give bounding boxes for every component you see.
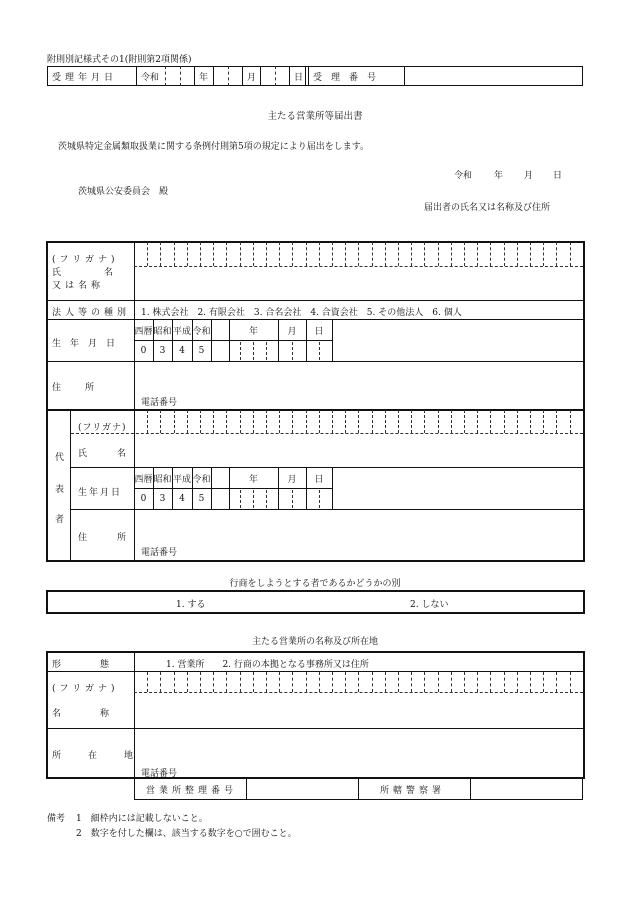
- grid-line: [187, 242, 188, 266]
- grid-line: [424, 410, 425, 433]
- era-code-4: 4: [179, 346, 185, 356]
- grid-line: [504, 672, 505, 692]
- grid-line: [306, 672, 307, 692]
- grid-line: [213, 672, 214, 692]
- applicant-furigana-label: (フリガナ): [52, 255, 119, 265]
- era-seireki: 西暦: [134, 326, 153, 337]
- era-showa: 昭和: [153, 326, 172, 337]
- rep-era-code-4: 4: [179, 494, 185, 504]
- rep-year-header: 年: [248, 474, 258, 485]
- grid-line: [226, 672, 227, 692]
- rep-side-label-1: 代: [55, 453, 65, 463]
- receipt-date-label: 受理年月日: [52, 73, 118, 83]
- grid-line: [358, 242, 359, 266]
- grid-line: [147, 672, 148, 692]
- rep-birth-label: 生年月日: [78, 488, 123, 498]
- grid-line: [543, 410, 544, 433]
- date-month: 月: [524, 171, 534, 181]
- grid-line: [438, 672, 439, 692]
- rep-era-code-0: 0: [140, 494, 147, 504]
- peddling-box: [46, 590, 585, 614]
- grid-line: [160, 410, 161, 433]
- grid-line: [398, 242, 399, 266]
- notes-label: 備考: [47, 814, 66, 824]
- office-furigana-label: (フリガナ): [52, 684, 119, 694]
- year-header: 年: [248, 326, 258, 337]
- applicant-table: [46, 241, 585, 562]
- office-form-label: 形 態: [52, 660, 113, 670]
- rep-side-label-3: 者: [55, 515, 65, 525]
- grid-line: [411, 672, 412, 692]
- grid-line: [213, 242, 214, 266]
- office-title: 主たる営業所の名称及び所在地: [251, 637, 378, 647]
- grid-line: [372, 672, 373, 692]
- grid-line: [345, 410, 346, 433]
- grid-line: [385, 672, 386, 692]
- rep-era-reiwa: 令和: [192, 474, 211, 485]
- grid-line: [504, 410, 505, 433]
- grid-line: [332, 242, 333, 266]
- grid-line: [292, 410, 293, 433]
- rep-name-label: 氏 名: [78, 449, 131, 459]
- receipt-day: 日: [294, 73, 304, 83]
- grid-line: [358, 672, 359, 692]
- grid-line: [147, 410, 148, 433]
- grid-line: [490, 410, 491, 433]
- grid-line: [543, 242, 544, 266]
- grid-line: [174, 242, 175, 266]
- grid-line: [451, 410, 452, 433]
- date-era: 令和: [454, 171, 473, 181]
- grid-line: [570, 242, 571, 266]
- grid-line: [504, 242, 505, 266]
- office-number-label: 営業所整理番号: [146, 786, 238, 796]
- grid-line: [147, 242, 148, 266]
- rep-era-code-3: 3: [159, 494, 166, 504]
- era-reiwa: 令和: [192, 326, 211, 337]
- grid-line: [477, 242, 478, 266]
- grid-line: [530, 410, 531, 433]
- grid-line: [266, 672, 267, 692]
- grid-line: [451, 242, 452, 266]
- grid-line: [160, 672, 161, 692]
- rep-furigana-label: (フリガナ): [78, 423, 127, 433]
- rep-day-header: 日: [314, 474, 324, 485]
- grid-line: [411, 242, 412, 266]
- applicant-name-label: 氏 名: [52, 268, 118, 278]
- grid-line: [200, 242, 201, 266]
- grid-line: [556, 410, 557, 433]
- grid-line: [292, 242, 293, 266]
- grid-line: [451, 672, 452, 692]
- rep-era-seireki: 西暦: [134, 474, 153, 485]
- rep-era-showa: 昭和: [153, 474, 172, 485]
- grid-line: [385, 410, 386, 433]
- office-phone-label: 電話番号: [141, 769, 178, 779]
- applicant-phone-label: 電話番号: [141, 398, 178, 408]
- grid-line: [240, 242, 241, 266]
- receipt-month: 月: [247, 73, 257, 83]
- applicant-name-label-2: 又は名称: [52, 281, 105, 291]
- grid-line: [240, 410, 241, 433]
- peddling-option-1[interactable]: 1. する: [176, 600, 206, 610]
- grid-line: [332, 410, 333, 433]
- grid-line: [398, 672, 399, 692]
- notifier-label: 届出者の氏名又は名称及び住所: [424, 203, 551, 213]
- grid-line: [464, 672, 465, 692]
- grid-line: [345, 242, 346, 266]
- grid-line: [187, 410, 188, 433]
- grid-line: [570, 672, 571, 692]
- grid-line: [266, 242, 267, 266]
- receipt-year: 年: [199, 73, 209, 83]
- grid-line: [226, 242, 227, 266]
- office-name-label: 名 称: [52, 709, 113, 719]
- grid-line: [332, 672, 333, 692]
- day-header: 日: [314, 326, 324, 337]
- grid-line: [213, 410, 214, 433]
- era-code-3: 3: [159, 346, 166, 356]
- era-code-5: 5: [198, 346, 205, 356]
- era-heisei: 平成: [172, 326, 191, 337]
- peddling-title: 行商をしようとする者であるかどうかの別: [229, 579, 401, 589]
- intro-text: 茨城県特定金属類取扱業に関する条例付則第5項の規定により届出をします。: [58, 142, 370, 152]
- grid-line: [490, 672, 491, 692]
- grid-line: [424, 242, 425, 266]
- rep-address-label: 住 所: [78, 533, 131, 543]
- grid-line: [279, 672, 280, 692]
- grid-line: [319, 410, 320, 433]
- rep-phone-label: 電話番号: [141, 548, 178, 558]
- addressee: 茨城県公安委員会 殿: [78, 187, 169, 197]
- grid-line: [226, 410, 227, 433]
- grid-line: [292, 672, 293, 692]
- grid-line: [530, 672, 531, 692]
- grid-line: [187, 672, 188, 692]
- grid-line: [253, 242, 254, 266]
- era-code-0: 0: [140, 346, 147, 356]
- grid-line: [438, 242, 439, 266]
- address-label: 住 所: [52, 383, 97, 393]
- grid-line: [464, 410, 465, 433]
- grid-line: [306, 242, 307, 266]
- grid-line: [530, 242, 531, 266]
- grid-line: [174, 672, 175, 692]
- rep-side-label-2: 表: [55, 485, 65, 495]
- grid-line: [517, 242, 518, 266]
- grid-line: [398, 410, 399, 433]
- grid-line: [517, 672, 518, 692]
- grid-line: [372, 410, 373, 433]
- grid-line: [160, 242, 161, 266]
- grid-line: [517, 410, 518, 433]
- grid-line: [438, 410, 439, 433]
- rep-era-code-5: 5: [198, 494, 205, 504]
- grid-line: [279, 242, 280, 266]
- office-form-options: 1. 営業所 2. 行商の本拠となる事務所又は住所: [166, 660, 369, 670]
- note-1: 1 細枠内には記載しないこと。: [76, 814, 208, 824]
- receipt-era: 令和: [141, 73, 160, 83]
- grid-line: [306, 410, 307, 433]
- corp-type-label: 法人等の種別: [52, 308, 131, 318]
- grid-line: [253, 672, 254, 692]
- birth-label: 生年月日: [52, 339, 125, 349]
- note-2: 2 数字を付した欄は、該当する数字を○で囲むこと。: [76, 829, 297, 839]
- grid-line: [279, 410, 280, 433]
- grid-line: [477, 672, 478, 692]
- grid-line: [490, 242, 491, 266]
- grid-line: [319, 672, 320, 692]
- corp-types: 1. 株式会社 2. 有限会社 3. 合名会社 4. 合資会社 5. その他法人 6. 個人: [141, 308, 462, 318]
- rep-era-heisei: 平成: [172, 474, 191, 485]
- grid-line: [385, 242, 386, 266]
- office-location-label: 所 在 地: [52, 751, 143, 761]
- peddling-option-2[interactable]: 2. しない: [410, 600, 449, 610]
- page-title: 主たる営業所等届出書: [267, 111, 363, 122]
- grid-line: [174, 410, 175, 433]
- grid-line: [358, 410, 359, 433]
- grid-line: [411, 410, 412, 433]
- grid-line: [319, 242, 320, 266]
- month-header: 月: [287, 326, 297, 337]
- grid-line: [372, 242, 373, 266]
- grid-line: [556, 242, 557, 266]
- grid-line: [477, 410, 478, 433]
- grid-line: [200, 410, 201, 433]
- grid-line: [543, 672, 544, 692]
- rep-month-header: 月: [287, 474, 297, 485]
- grid-line: [424, 672, 425, 692]
- grid-line: [345, 672, 346, 692]
- grid-line: [464, 242, 465, 266]
- police-label: 所轄警察署: [380, 786, 446, 796]
- grid-line: [240, 672, 241, 692]
- grid-line: [266, 410, 267, 433]
- receipt-number-label: 受理番号: [313, 73, 386, 83]
- grid-line: [253, 410, 254, 433]
- form-label: 附則別記様式その1(附則第2項関係): [47, 55, 192, 65]
- date-day: 日: [553, 171, 563, 181]
- grid-line: [200, 672, 201, 692]
- grid-line: [556, 672, 557, 692]
- date-year: 年: [494, 171, 504, 181]
- grid-line: [570, 410, 571, 433]
